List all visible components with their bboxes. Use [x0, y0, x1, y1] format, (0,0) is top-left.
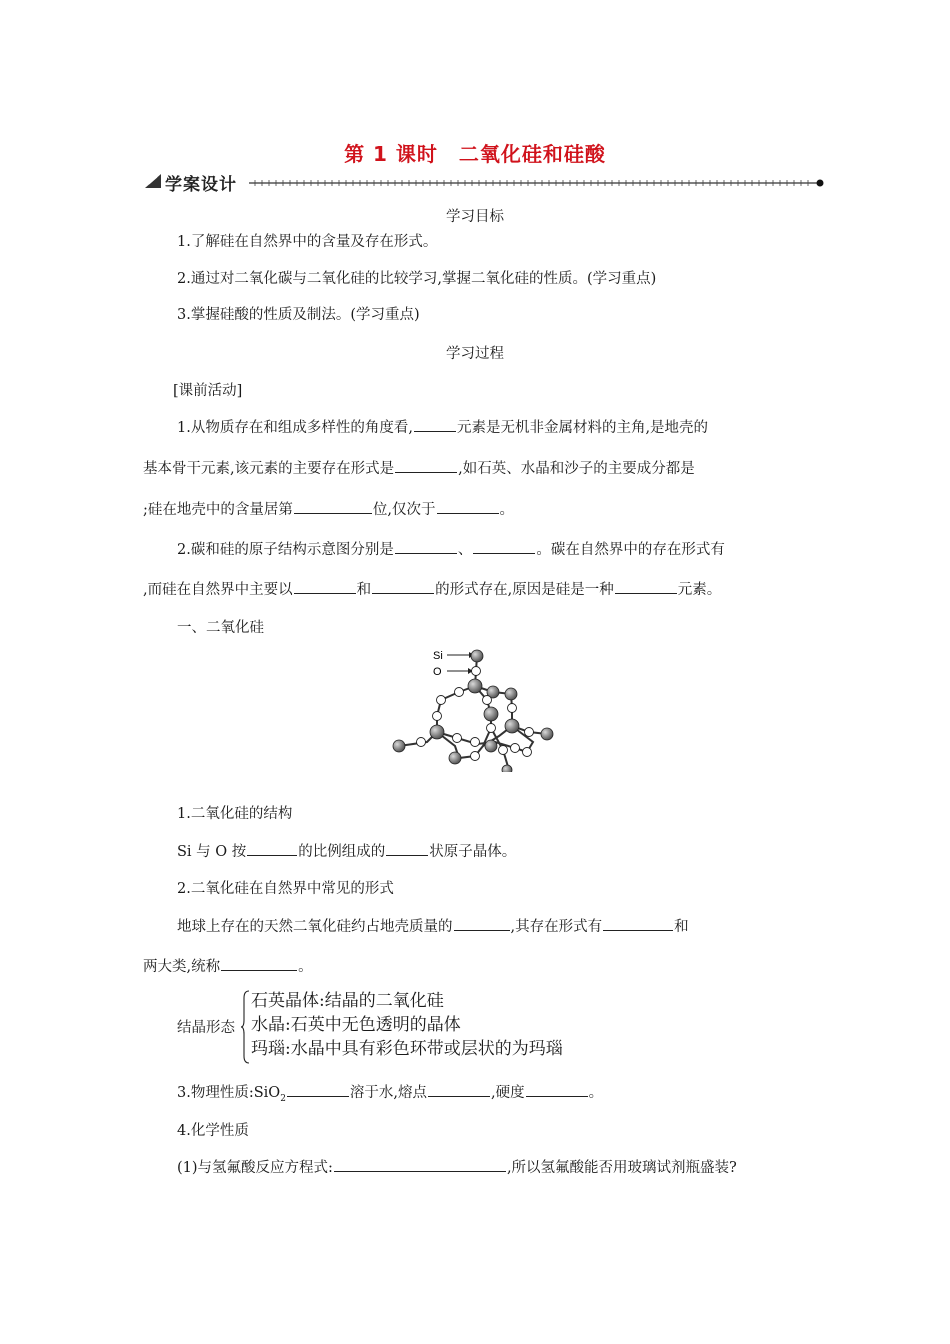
subsection-heading: 2.二氧化硅在自然界中常见的形式	[177, 881, 394, 897]
goal-item: 1.了解硅在自然界中的含量及存在形式。	[177, 234, 438, 250]
question-1-line-1: 1.从物质存在和组成多样性的角度看, 元素是无机非金属材料的主角,是地壳的	[177, 416, 708, 437]
answer-blank[interactable]	[603, 916, 673, 931]
natural-silica-line-1: 地球上存在的天然二氧化硅约占地壳质量的 ,其存在形式有 和	[177, 915, 689, 936]
question-1-line-3: ;硅在地壳中的含量居第 位,仅次于 。	[143, 498, 514, 519]
si-label: Si	[433, 650, 443, 662]
answer-blank[interactable]	[334, 1157, 506, 1172]
section-banner	[143, 170, 825, 194]
crystal-structure-icon	[387, 642, 557, 772]
crystal-forms-label: 结晶形态	[177, 1020, 235, 1036]
answer-blank[interactable]	[221, 956, 297, 971]
banner-label: 学案设计	[165, 175, 237, 195]
crystal-form-item: 水晶:石英中无色透明的晶体	[251, 1015, 461, 1035]
question-2-line-1: 2.碳和硅的原子结构示意图分别是 、 。碳在自然界中的存在形式有	[177, 538, 725, 559]
answer-blank[interactable]	[294, 579, 356, 594]
goal-item: 2.通过对二氧化碳与二氧化硅的比较学习,掌握二氧化硅的性质。(学习重点)	[177, 271, 657, 287]
goal-item: 3.掌握硅酸的性质及制法。(学习重点)	[177, 307, 420, 323]
natural-silica-line-2: 两大类,统称 。	[143, 955, 313, 976]
process-heading: 学习过程	[446, 346, 504, 362]
answer-blank[interactable]	[395, 539, 457, 554]
goals-heading: 学习目标	[446, 209, 504, 225]
answer-blank[interactable]	[294, 499, 372, 514]
question-1-line-2: 基本骨干元素,该元素的主要存在形式是 ,如石英、水晶和沙子的主要成分都是	[143, 457, 695, 478]
crystal-form-item: 玛瑙:水晶中具有彩色环带或层状的为玛瑙	[251, 1039, 563, 1059]
left-brace-icon	[241, 990, 251, 1064]
answer-blank[interactable]	[372, 579, 434, 594]
answer-blank[interactable]	[395, 458, 457, 473]
physical-properties-line: 3.物理性质:SiO$_2$ 溶于水,熔点 ,硬度 。	[177, 1081, 603, 1104]
crystal-form-item: 石英晶体:结晶的二氧化硅	[251, 991, 444, 1011]
answer-blank[interactable]	[287, 1082, 349, 1097]
answer-blank[interactable]	[386, 841, 428, 856]
answer-blank[interactable]	[247, 841, 297, 856]
hf-reaction-line: (1)与氢氟酸反应方程式: ,所以氢氟酸能否用玻璃试剂瓶盛装?	[177, 1156, 737, 1177]
answer-blank[interactable]	[526, 1082, 588, 1097]
answer-blank[interactable]	[615, 579, 677, 594]
section-heading-silica: 一、二氧化硅	[177, 620, 264, 636]
subsection-heading: 1.二氧化硅的结构	[177, 806, 293, 822]
preclass-label: [课前活动]	[173, 383, 243, 399]
answer-blank[interactable]	[414, 417, 456, 432]
o-label: O	[433, 666, 442, 678]
crystal-forms-list	[251, 989, 563, 1061]
answer-blank[interactable]	[437, 499, 499, 514]
banner-decoration-icon	[143, 170, 825, 194]
answer-blank[interactable]	[454, 916, 510, 931]
answer-blank[interactable]	[428, 1082, 490, 1097]
page-title: 第 1 课时 二氧化硅和硅酸	[344, 142, 606, 166]
subsection-heading: 4.化学性质	[177, 1123, 249, 1139]
silica-structure-line: Si 与 O 按 的比例组成的 状原子晶体。	[177, 840, 516, 861]
question-2-line-2: ,而硅在自然界中主要以 和 的形式存在,原因是硅是一种 元素。	[143, 578, 721, 599]
answer-blank[interactable]	[473, 539, 535, 554]
silica-structure-diagram	[387, 642, 557, 776]
